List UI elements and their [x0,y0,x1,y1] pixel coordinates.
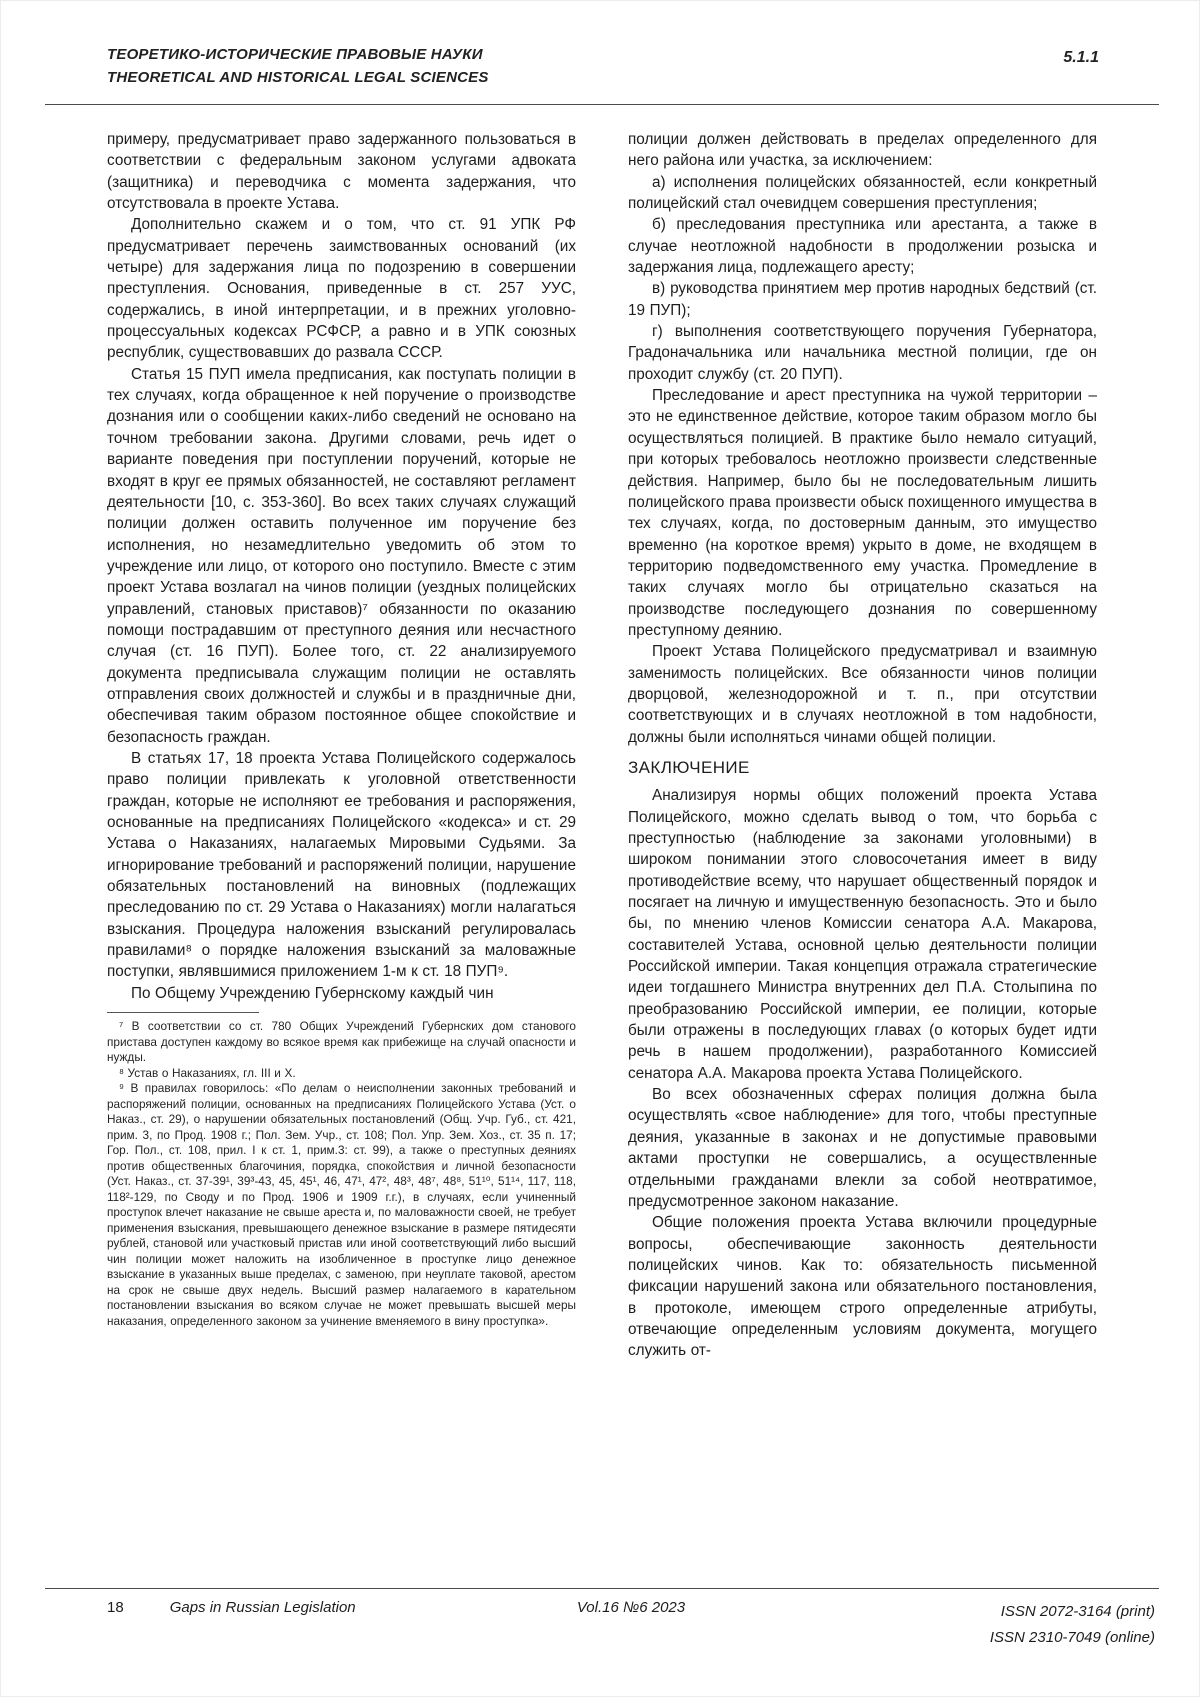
paragraph: Преследование и арест преступника на чужой территории – это не единственное действие, которое таким образом могло бы осуществляться полицией. В практике было немало ситуаций, при которых требовалось неотложно произвести следственные действия. Например, было бы не последовательным лишить полицейского права произвести обыск похищенного имущества в тех случаях, когда, по достоверным данным, это имущество временно (на короткое время) укрыто в доме, не входящем в территорию подведомственного ему участка. Промедление в таких случаях могло бы отрицательно сказаться на производстве последующего дознания по совершенному преступному деянию. [628,387,1097,639]
paragraph: По Общему Учреждению Губернскому каждый чин [131,984,494,1002]
paragraph: Во всех обозначенных сферах полиция должна была осуществлять «свое наблюдение» для того, чтобы преступные деяния, указанные в законах и не допустимые правовыми актами проступки не совершались, а осуществленные отдельными гражданами влекли за собой неотвратимое, предусмотренное законом наказание. [628,1086,1097,1210]
section-heading [107,43,489,89]
footnotes-block [107,1019,576,1329]
conclusion-heading: ЗАКЛЮЧЕНИЕ [628,757,750,777]
issn-block [806,1599,1155,1651]
list-item-v: в) руководства принятием мер против народных бедствий (ст. 19 ПУП); [628,280,1097,319]
paragraph: Общие положения проекта Устава включили процедурные вопросы, обеспечивающие законность деятельности полицейских чинов. Как то: обязательность письменной фиксации нарушений закона или обязательного постановления, в протоколе, имеющем строго определенные атрибуты, отвечающие определенным условиям документа, могущего служить от- [628,1214,1097,1360]
list-item-b: б) преследования преступника или арестанта, а также в случае неотложной надобности в продолжении розыска и задержания лица, подлежащего аресту; [628,216,1097,277]
footer-rule [45,1588,1159,1589]
list-item-g: г) выполнения соответствующего поручения Губернатора, Градоначальника или начальника местной полиции, где он проходит службу (ст. 20 ПУП). [628,323,1097,383]
paragraph: Дополнительно скажем и о том, что ст. 91 УПК РФ предусматривает перечень заимствованных оснований (их четыре) для задержания лица по подозрению в совершении преступления. Основания, приведенные в ст. 257 УУС, содержались, в иной интерпретации, и в прежних уголовно-процессуальных кодексах РСФСР, а равно и в УПК союзных республик, существовавших до развала СССР. [107,216,576,362]
article-body [107,129,1097,1362]
journal-name: Gaps in Russian Legislation [169,1599,356,1616]
volume-issue: Vol.16 №6 2023 [576,1599,686,1616]
header-rule [45,104,1159,105]
paragraph: Анализируя нормы общих положений проекта Устава Полицейского, можно сделать вывод о том, что борьба с преступностью (наблюдение за законами уголовными) в широком понимании этого словосочетания имеет в виду противодействие всему, что нарушает общественный порядок и посягает на личную и имущественную безопасность. Это и было бы, по мнению членов Комиссии сенатора А.А. Макарова, составителей Устава, основной целью деятельности полиции Российской империи. Такая концепция отражала стратегические идеи тогдашнего Министра внутренних дел П.А. Столыпина по преобразованию Российской империи, ее полиции, которые были отражены в последующих главах (о которых будет идти речь в нашем продолжении), разработанного Комиссией сенатора А.А. Макарова проекта Устава Полицейского. [628,787,1097,1082]
footer-content [107,1599,1155,1651]
footnote: ⁹ В правилах говорилось: «По делам о неисполнении законных требований и распоряжений полиции, основанных на предписаниях Полицейского Устава (Уст. о Наказ., ст. 29), о нарушении обязательных постановлений (Общ. Учр. Губ., ст. 421, прим. 3, по Прод. 1908 г.; Пол. Зем. Учр., ст. 108; Пол. Упр. Зем. Хоз., ст. 35 п. 17; Гор. Пол., ст. 108, прил. I к ст. 1, прим.3: ст. 99), а также о преступных деяниях против общественных благочиния, порядка, спокойствия и личной безопасности (Уст. Наказ., ст. 37-39¹, 39³-43, 45, 45¹, 46, 47¹, 47², 48³, 48⁷, 48⁸, 51¹⁰, 51¹⁴, 117, 118, 118²-129, по Своду и по Прод. 1906 и 1909 г.г.), в случаях, если учиненный проступок влечет наказание не свыше ареста и, по маловажности своей, не требует применения взыскания, превышающего денежное взыскание в размере пятидесяти рублей, становой или участковый пристав или иной соответствующий либо высший чин полиции может наложить на изобличенное в проступке лицо денежное взыскание в указанных выше пределах, с заменою, при неуплате таковой, арестом на срок не свыше двух недель. Высший размер налагаемого в карательном постановлении взыскания во всяком случае не может превышать высшей меры наказания, определенного законом за учинение вменяемого в вину проступка». [107,1081,576,1328]
footnote: ⁸ Устав о Наказаниях, гл. III и X. [119,1065,296,1080]
page-header [107,43,1099,89]
section-title-ru: ТЕОРЕТИКО-ИСТОРИЧЕСКИЕ ПРАВОВЫЕ НАУКИ [107,46,483,63]
paragraph: В статьях 17, 18 проекта Устава Полицейского содержалось право полиции привлекать к уголовной ответственности граждан, которые не исполняют ее требования и распоряжения, основанные на предписаниях Полицейского «кодекса» и ст. 29 Устава о Наказаниях, налагаемых Мировыми Судьями. За игнорирование требований и распоряжений полиции, нарушение обязательных постановлений на виновных (подлежащих преследованию по ст. 29 Устава о Наказаниях) могли налагаться взыскания. Процедура наложения взысканий регулировалась правилами⁸ о порядке наложения взысканий за маловажные поступки, являвшимися приложением 1-м к ст. 18 ПУП⁹. [107,749,576,981]
issn-online: ISSN 2310-7049 (online) [989,1629,1155,1646]
paragraph: полиции должен действовать в пределах определенного для него района или участка, за исключением: [628,131,1097,170]
right-column [628,129,1097,1362]
list-item-a: а) исполнения полицейских обязанностей, если конкретный полицейский стал очевидцем совершения преступления; [628,173,1097,213]
footnote: ⁷ В соответствии со ст. 780 Общих Учреждений Губернских дом станового пристава доступен каждому во всякое время как прибежище на случай опасности и нужды. [107,1019,576,1065]
footer-left [107,1599,456,1616]
page-footer [1,1588,1199,1696]
issn-print: ISSN 2072-3164 (print) [1000,1603,1155,1620]
paragraph: Статья 15 ПУП имела предписания, как поступать полиции в тех случаях, когда обращенное к ней поручение о производстве дознания или о сообщении каких-либо сведений не основано на точном требовании закона. Другими словами, речь идет о варианте поведения при поступлении поручений, которые не входят в круг ее прямых обязанностей, не составляют регламент деятельности [10, с. 353-360]. Во всех таких случаях служащий полиции должен оставить полученное им поручение без исполнения, но незамедлительно уведомить об этом то учреждение или лицо, от которого оно поступило. Вместе с этим проект Устава возлагал на чинов полиции (уездных полицейских управлений, становых приставов)⁷ обязанности по оказанию помощи пострадавшим от преступного деяния или несчастного случая (ст. 16 ПУП). Более того, ст. 22 анализируемого документа предписывала служащим полиции не оставлять отправления своих должностей и службы и в праздничные дни, обеспечивая таким образом постоянное общее спокойствие и безопасность граждан. [107,365,576,746]
paragraph: Проект Устава Полицейского предусматривал и взаимную заменимость полицейских. Все обязанности чинов полиции дворцовой, железнодорожной и т. п., при отсутствии соответствующих и в случаях неотложной в том надобности, должны были исполняться чинами общей полиции. [628,643,1097,746]
specialty-code: 5.1.1 [1063,49,1099,66]
page-number: 18 [107,1599,124,1616]
footnote-rule [107,1012,259,1013]
section-title-en: THEORETICAL AND HISTORICAL LEGAL SCIENCES [107,69,489,86]
paragraph: примеру, предусматривает право задержанного пользоваться в соответствии с федеральным законом услугами адвоката (защитника) и переводчика с момента задержания, что отсутствовала в проекте Устава. [107,131,576,213]
left-column [107,129,576,1362]
